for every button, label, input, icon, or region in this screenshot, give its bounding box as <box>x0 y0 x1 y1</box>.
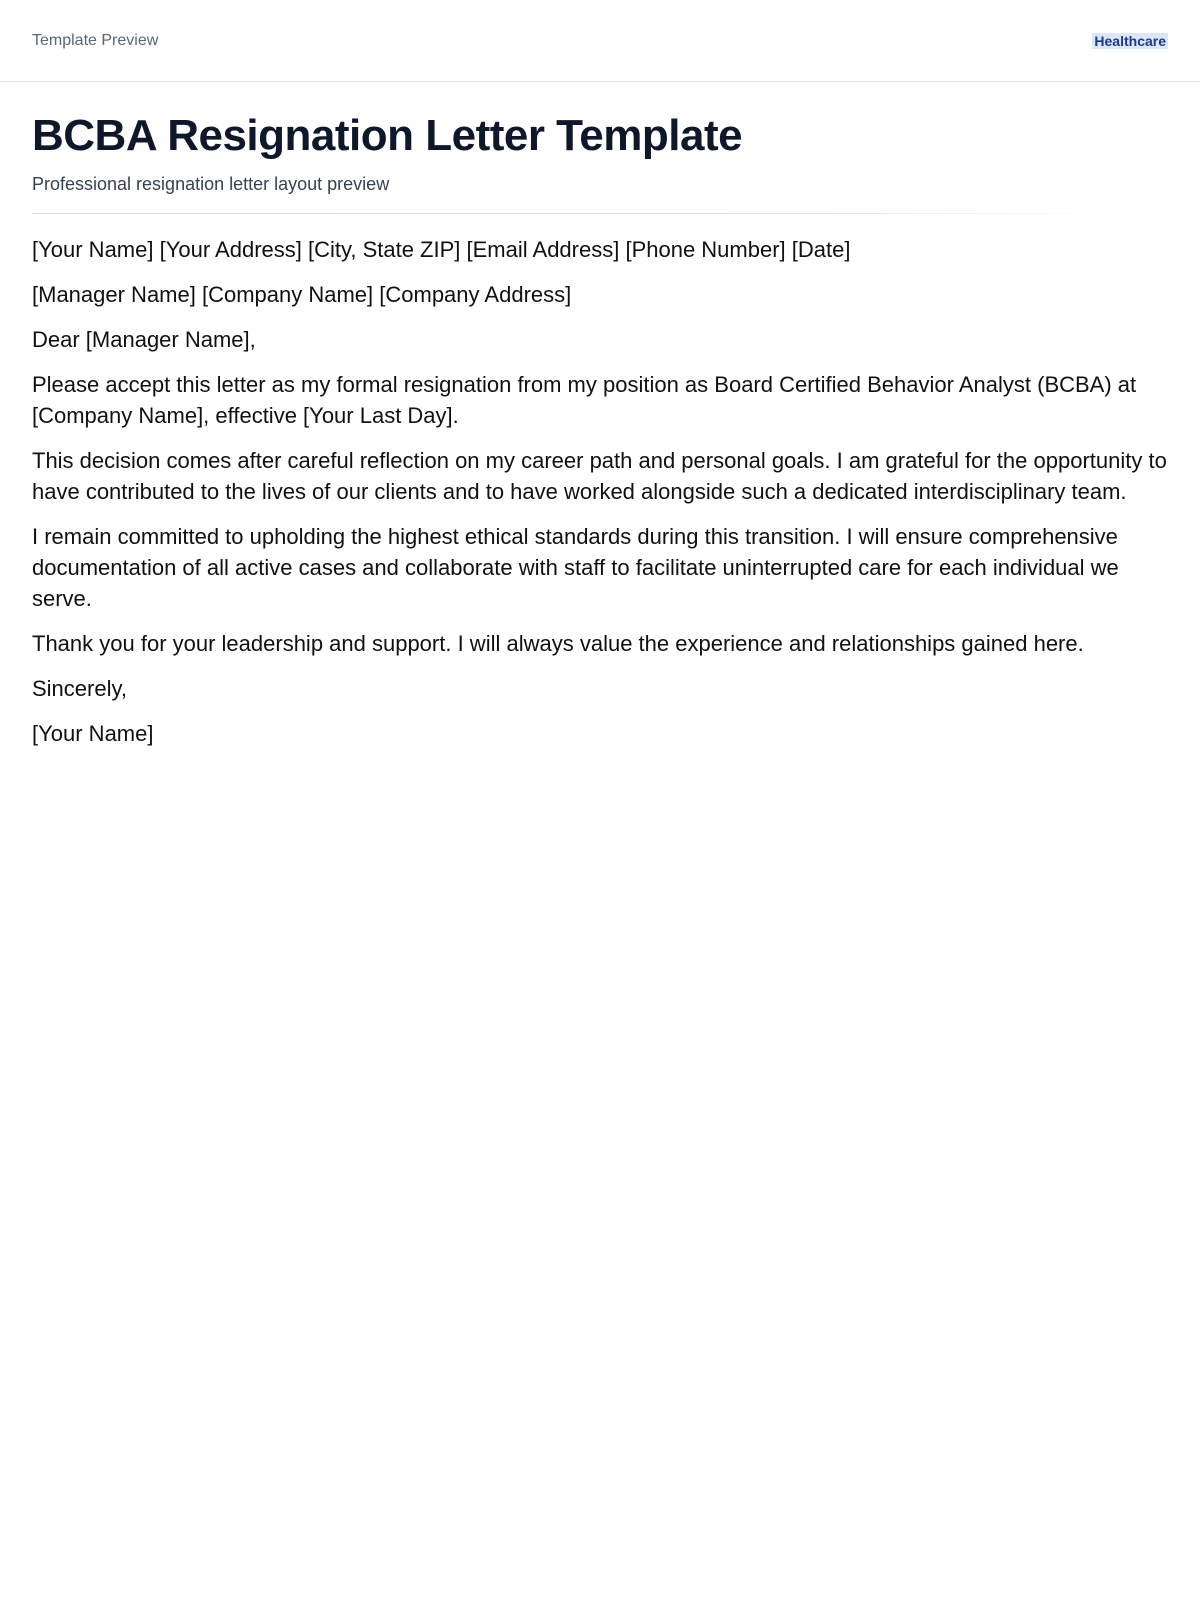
letter-paragraph: Please accept this letter as my formal resignation from my position as Board Certified Behavior Analyst (BCBA) at [Company Name], effective [Your Last Day]. <box>32 372 1137 428</box>
main-content <box>0 82 1200 749</box>
title-divider <box>32 213 1112 214</box>
category-badge: Healthcare <box>1094 32 1166 49</box>
top-bar <box>0 0 1200 82</box>
letter-paragraph: This decision comes after careful reflection on my career path and personal goals. I am grateful for the opportunity to have contributed to the lives of our clients and to have worked alongside such a dedicated interdisciplinary team. <box>32 448 1167 504</box>
page-subtitle: Professional resignation letter layout preview <box>32 174 390 194</box>
sender-block: [Your Name] [Your Address] [City, State ZIP] [Email Address] [Phone Number] [Date] <box>32 237 851 262</box>
letter-paragraph: I remain committed to upholding the highest ethical standards during this transition. I will ensure comprehensive documentation of all active cases and collaborate with staff to facilitate uninterrupted care for each individual we serve. <box>32 524 1119 611</box>
letter-body <box>32 234 1172 749</box>
salutation: Dear [Manager Name], <box>32 327 256 352</box>
page-title: BCBA Resignation Letter Template <box>32 111 743 160</box>
template-preview-label: Template Preview <box>32 31 159 49</box>
signature: [Your Name] <box>32 721 154 746</box>
letter-paragraph: Thank you for your leadership and support. I will always value the experience and relationships gained here. <box>32 631 1084 656</box>
recipient-block: [Manager Name] [Company Name] [Company Address] <box>32 282 572 307</box>
closing: Sincerely, <box>32 676 127 701</box>
